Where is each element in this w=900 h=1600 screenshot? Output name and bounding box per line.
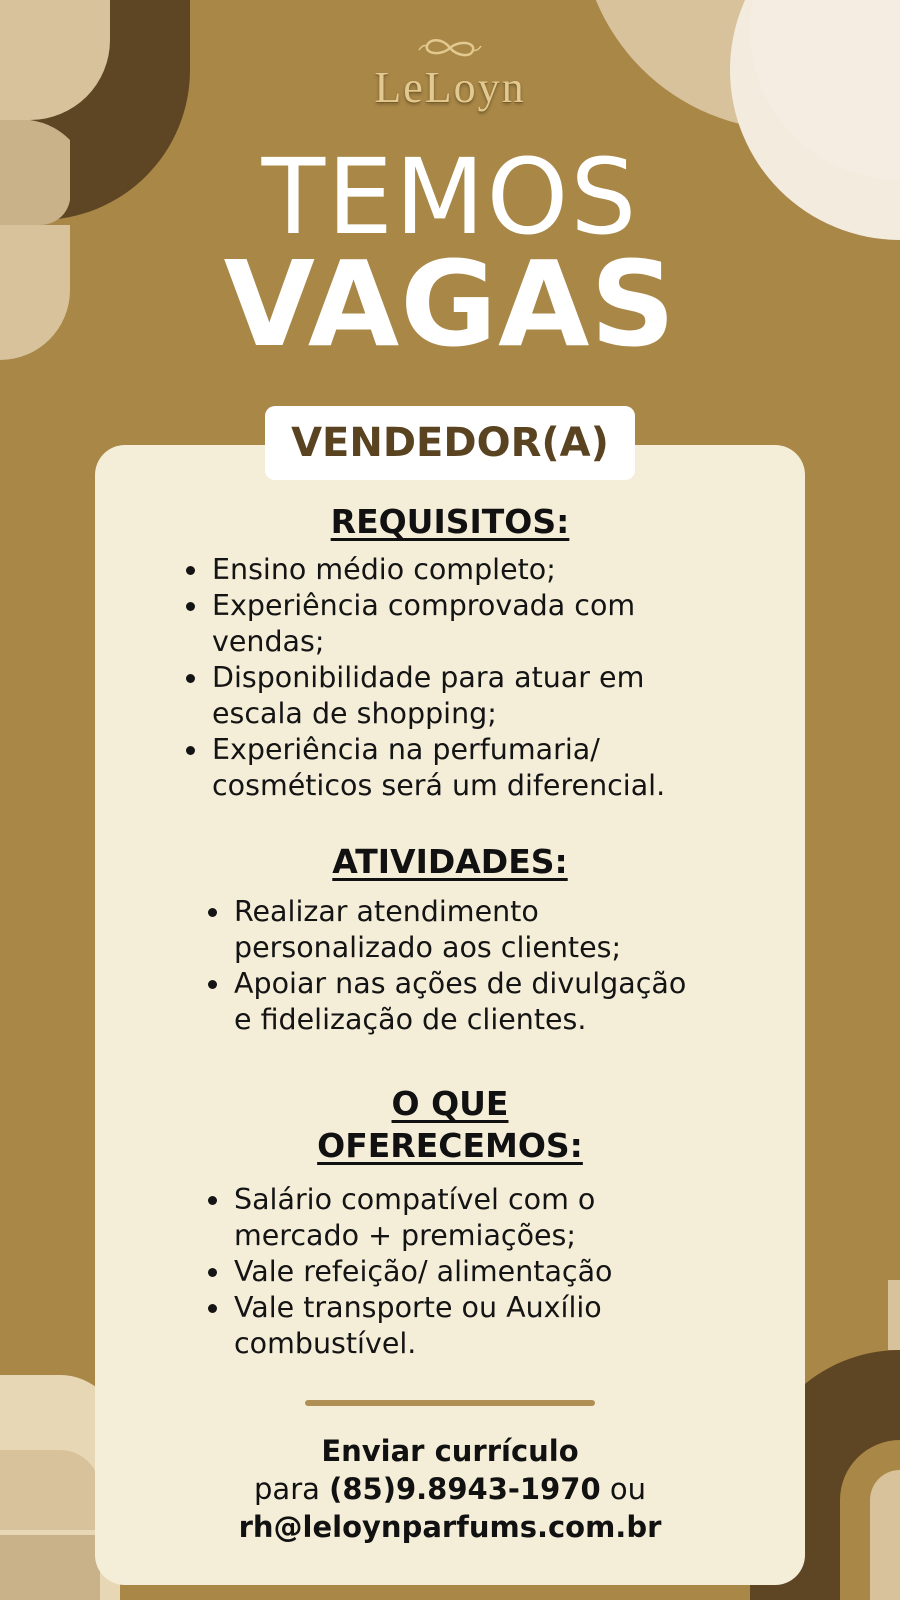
divider	[305, 1400, 595, 1406]
headline-vagas: VAGAS	[223, 235, 677, 373]
list-item	[204, 1290, 764, 1362]
contact-phone[interactable]: (85)9.8943-1970	[329, 1472, 601, 1506]
list-item-text: mercado + premiações;	[234, 1219, 576, 1252]
activities-title: ATIVIDADES:	[332, 842, 568, 881]
contact-prefix: para	[254, 1472, 320, 1506]
contact-email[interactable]: rh@leloynparfums.com.br	[238, 1510, 662, 1544]
list-item-text: personalizado aos clientes;	[234, 931, 622, 964]
contact-block	[0, 1432, 900, 1546]
list-item-text: escala de shopping;	[212, 697, 497, 730]
requirements-list	[182, 552, 762, 804]
list-item-text: Apoiar nas ações de divulgação	[234, 967, 687, 1000]
contact-cta: Enviar currículo	[321, 1434, 579, 1468]
list-item-text: e fidelização de clientes.	[234, 1003, 587, 1036]
list-item	[182, 588, 762, 660]
list-item-text: Ensino médio completo;	[212, 553, 556, 586]
list-item	[204, 966, 764, 1038]
list-item-text: Experiência na perfumaria/	[212, 733, 600, 766]
offers-title-line1: O QUE	[391, 1084, 509, 1123]
requirements-title: REQUISITOS:	[330, 502, 570, 541]
job-title-badge: VENDEDOR(A)	[265, 406, 635, 480]
activities-list	[204, 894, 764, 1038]
list-item-text: Salário compatível com o	[234, 1183, 596, 1216]
list-item	[182, 660, 762, 732]
list-item	[204, 1182, 764, 1254]
offers-list	[204, 1182, 764, 1362]
infinity-flourish-icon	[415, 36, 485, 60]
offers-title-line2: OFERECEMOS:	[317, 1126, 583, 1165]
brand-name: LeLoyn	[374, 63, 526, 112]
list-item-text: Disponibilidade para atuar em	[212, 661, 645, 694]
list-item-text: cosméticos será um diferencial.	[212, 769, 666, 802]
list-item	[204, 1254, 764, 1290]
contact-connector: ou	[609, 1472, 646, 1506]
list-item-text: Vale refeição/ alimentação	[234, 1255, 613, 1288]
list-item	[204, 894, 764, 966]
list-item-text: combustível.	[234, 1327, 417, 1360]
list-item	[182, 732, 762, 804]
list-item-text: Experiência comprovada com	[212, 589, 636, 622]
list-item-text: Realizar atendimento	[234, 895, 539, 928]
list-item	[182, 552, 762, 588]
headline-temos: TEMOS	[261, 136, 639, 258]
brand-logo	[0, 36, 900, 113]
list-item-text: Vale transporte ou Auxílio	[234, 1291, 602, 1324]
list-item-text: vendas;	[212, 625, 325, 658]
